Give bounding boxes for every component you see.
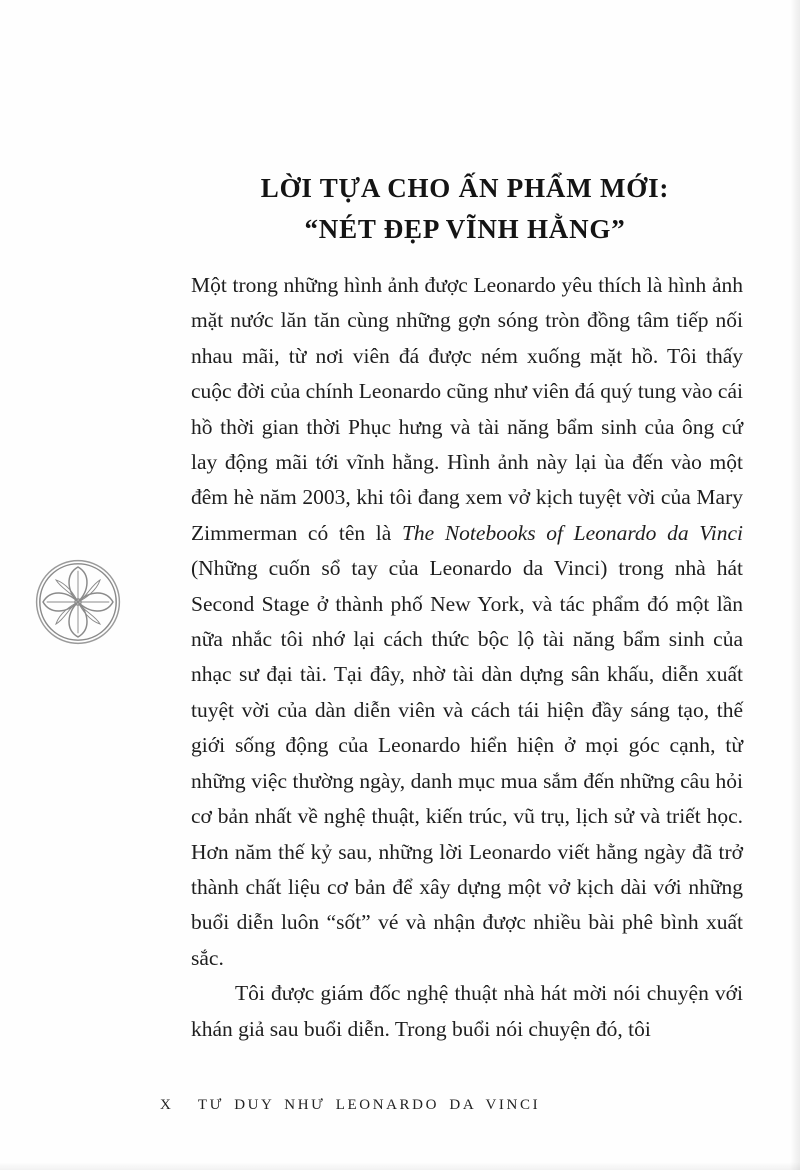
chapter-title-line-1: LỜI TỰA CHO ẤN PHẨM MỚI: [260,173,670,203]
chapter-title-line-2: “NÉT ĐẸP VĨNH HẰNG” [304,214,626,244]
paragraph-1 [191,268,743,976]
paragraph-1-run-1: Một trong những hình ảnh được Leonardo yêu thích là hình ảnh mặt nước lăn tăn cùng những gợn sóng tròn đồng tâm tiếp nối nhau mãi, từ nơi viên đá được ném xuống mặt hồ. Tôi thấy cuộc đời của chính Leonardo cũng như viên đá quý tung vào cái hồ thời gian thời Phục hưng và tài năng bẩm sinh của ông cứ lay động mãi tới vĩnh hằng. Hình ảnh này lại ùa đến vào một đêm hè năm 2003, khi tôi đang xem vở kịch tuyệt vời của Mary Zimmerman có tên là [191,273,743,545]
paragraph-1-run-3: (Những cuốn sổ tay của Leonardo da Vinci) trong nhà hát Second Stage ở thành phố New York, và tác phẩm đó một lần nữa nhắc tôi nhớ lại cách thức bộc lộ tài năng bẩm sinh của nhạc sư đại tài. Tại đây, nhờ tài dàn dựng sân khấu, diễn xuất tuyệt vời của dàn diễn viên và cách tái hiện đầy sáng tạo, thế giới sống động của Leonardo hiển hiện ở mọi góc cạnh, từ những việc thường ngày, danh mục mua sắm đến những câu hỏi cơ bản nhất về nghệ thuật, kiến trúc, vũ trụ, lịch sử và triết học. Hơn năm thế kỷ sau, những lời Leonardo viết hằng ngày đã trở thành chất liệu cơ bản để xây dựng một vở kịch dài với những buổi diễn luôn “sốt” vé và nhận được nhiều bài phê bình xuất sắc. [191,556,743,970]
paragraph-2: Tôi được giám đốc nghệ thuật nhà hát mời nói chuyện với khán giả sau buổi diễn. Trong buổi nói chuyện đó, tôi [191,981,743,1041]
page-number: X [160,1097,172,1113]
running-book-title: TƯ DUY NHƯ LEONARDO DA VINCI [197,1097,541,1113]
page-edge-shadow-bottom [0,1162,800,1170]
body-text-block [191,268,743,1047]
page-footer [160,1097,540,1114]
floral-rosette-medallion-icon [32,556,124,648]
paragraph-1-italic-book-title: The Notebooks of Leonardo da Vinci [401,520,743,545]
page-edge-shadow-right [790,0,800,1170]
chapter-title [150,168,780,250]
